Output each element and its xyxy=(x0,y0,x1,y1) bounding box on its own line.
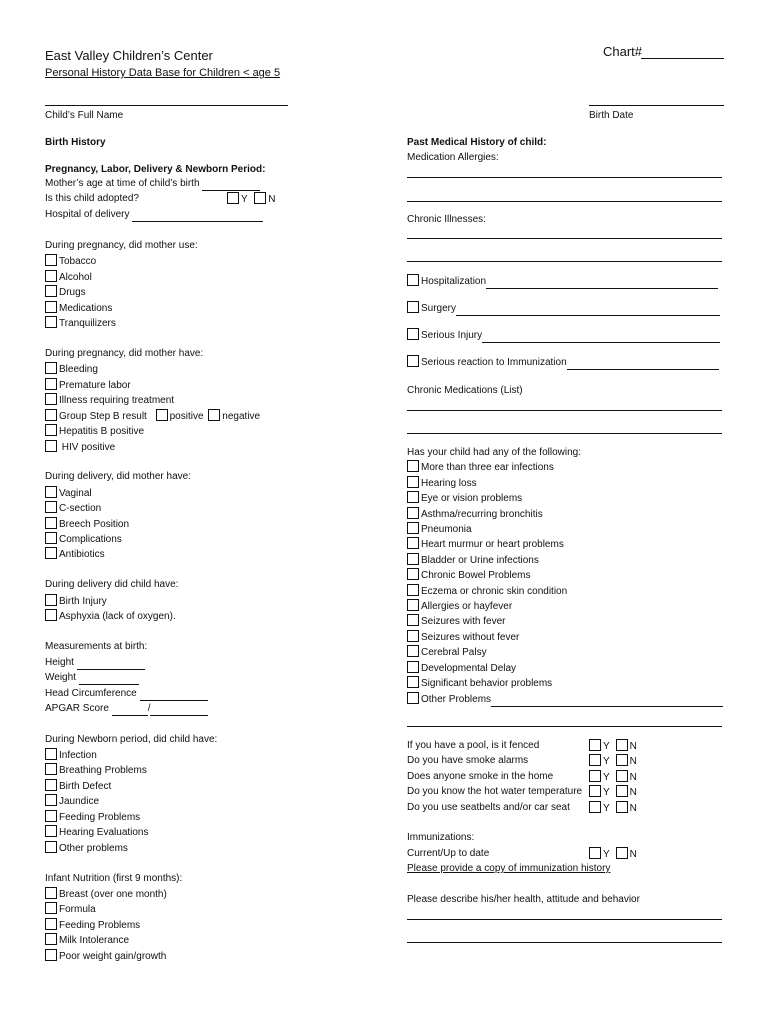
checkbox-item[interactable]: Alcohol xyxy=(45,270,92,285)
checkbox-item[interactable]: Milk Intolerance xyxy=(45,933,129,948)
checkbox[interactable] xyxy=(45,393,57,405)
form-title: Personal History Data Base for Children < age 5 xyxy=(45,67,281,79)
surgery-row: Surgery xyxy=(407,301,720,316)
other-problems-checkbox[interactable] xyxy=(407,692,419,704)
med-allergies-line-1[interactable] xyxy=(407,177,722,178)
checkbox[interactable] xyxy=(45,887,57,899)
chronic-meds-line-2[interactable] xyxy=(407,433,722,434)
apgar-row: APGAR Score / xyxy=(45,702,208,716)
describe-line-1[interactable] xyxy=(407,919,722,920)
mother-age-field[interactable] xyxy=(202,180,260,191)
no-checkbox[interactable] xyxy=(616,847,628,859)
birth-history-heading: Birth History xyxy=(45,137,106,148)
checkbox-item[interactable]: Vaginal xyxy=(45,486,92,501)
checkbox[interactable] xyxy=(45,270,57,282)
yn-group: Y N xyxy=(589,801,637,814)
adopted-row xyxy=(45,192,139,206)
chronic-meds-line-1[interactable] xyxy=(407,410,722,411)
checkbox-item[interactable]: Seizures with fever xyxy=(407,614,505,629)
checkbox[interactable] xyxy=(45,362,57,374)
hospitalization-field[interactable] xyxy=(486,278,718,289)
safety-question: Do you have smoke alarms xyxy=(407,755,529,766)
checkbox-item[interactable]: Premature labor xyxy=(45,378,131,393)
checkbox[interactable] xyxy=(407,676,419,688)
hospital-label: Hospital of delivery xyxy=(45,209,130,220)
mother-use-heading: During pregnancy, did mother use: xyxy=(45,240,198,251)
chronic-meds-label: Chronic Medications (List) xyxy=(407,385,523,396)
checkbox[interactable] xyxy=(45,918,57,930)
checkbox-item[interactable]: Complications xyxy=(45,532,122,547)
checkbox-item[interactable]: Jaundice xyxy=(45,794,99,809)
checkbox[interactable] xyxy=(45,486,57,498)
org-name: East Valley Children’s Center xyxy=(45,48,213,63)
checkbox-item[interactable]: Drugs xyxy=(45,285,86,300)
checkbox-item[interactable]: Illness requiring treatment xyxy=(45,393,174,408)
checkbox-item[interactable]: Allergies or hayfever xyxy=(407,599,512,614)
surgery-checkbox[interactable] xyxy=(407,301,419,313)
delivery-child-heading: During delivery did child have: xyxy=(45,579,179,590)
checkbox[interactable] xyxy=(45,949,57,961)
checkbox-item[interactable]: Breech Position xyxy=(45,517,129,532)
med-allergies-line-2[interactable] xyxy=(407,201,722,202)
yes-checkbox[interactable] xyxy=(589,739,601,751)
describe-line-2[interactable] xyxy=(407,942,722,943)
checkbox[interactable] xyxy=(45,316,57,328)
child-name-label: Child’s Full Name xyxy=(45,110,124,121)
checkbox[interactable] xyxy=(45,902,57,914)
yn-group: Y N xyxy=(589,754,637,767)
checkbox[interactable] xyxy=(45,254,57,266)
no-checkbox[interactable] xyxy=(616,754,628,766)
delivery-mother-heading: During delivery, did mother have: xyxy=(45,471,191,482)
newborn-heading: During Newborn period, did child have: xyxy=(45,734,218,745)
serious-reaction-checkbox[interactable] xyxy=(407,355,419,367)
checkbox[interactable] xyxy=(407,507,419,519)
describe-label: Please describe his/her health, attitude and behavior xyxy=(407,894,640,905)
hospital-field[interactable] xyxy=(132,211,263,222)
no-checkbox[interactable] xyxy=(616,770,628,782)
checkbox[interactable] xyxy=(45,810,57,822)
serious-injury-row: Serious Injury xyxy=(407,328,720,343)
other-problems-row: Other Problems xyxy=(407,692,723,707)
checkbox-item[interactable]: Poor weight gain/growth xyxy=(45,949,166,964)
checkbox-item[interactable]: Eczema or chronic skin condition xyxy=(407,584,567,599)
checkbox[interactable] xyxy=(45,825,57,837)
checkbox[interactable] xyxy=(407,460,419,472)
other-problems-line-2[interactable] xyxy=(407,726,722,727)
no-checkbox[interactable] xyxy=(616,739,628,751)
head-circumference-field[interactable] xyxy=(140,690,208,701)
mother-age-label: Mother’s age at time of child’s birth xyxy=(45,178,200,189)
checkbox-item[interactable]: Pneumonia xyxy=(407,522,472,537)
safety-question: If you have a pool, is it fenced xyxy=(407,740,540,751)
checkbox-item[interactable]: Seizures without fever xyxy=(407,630,519,645)
group-b-checkbox[interactable] xyxy=(45,409,57,421)
checkbox-item[interactable]: HIV positive xyxy=(45,440,115,455)
checkbox[interactable] xyxy=(45,748,57,760)
child-name-field[interactable] xyxy=(45,105,288,106)
chart-number-field[interactable] xyxy=(641,58,724,59)
checkbox[interactable] xyxy=(407,491,419,503)
birth-date-label: Birth Date xyxy=(589,110,634,121)
checkbox-item[interactable]: Heart murmur or heart problems xyxy=(407,537,564,552)
checkbox-item[interactable]: Breast (over one month) xyxy=(45,887,167,902)
checkbox-item[interactable]: Significant behavior problems xyxy=(407,676,552,691)
checkbox-item[interactable]: Cerebral Palsy xyxy=(407,645,487,660)
yn-group: Y N xyxy=(589,785,637,798)
checkbox-item[interactable]: Other problems xyxy=(45,841,128,856)
checkbox-item[interactable]: Tranquilizers xyxy=(45,316,116,331)
checkbox[interactable] xyxy=(45,301,57,313)
serious-injury-checkbox[interactable] xyxy=(407,328,419,340)
checkbox[interactable] xyxy=(407,661,419,673)
checkbox-item[interactable]: C-section xyxy=(45,501,101,516)
no-checkbox[interactable] xyxy=(616,801,628,813)
pregnancy-heading: Pregnancy, Labor, Delivery & Newborn Period: xyxy=(45,164,266,175)
yes-checkbox[interactable] xyxy=(589,754,601,766)
chronic-illnesses-line-1[interactable] xyxy=(407,238,722,239)
current-label: Current/Up to date xyxy=(407,848,490,859)
immunizations-label: Immunizations: xyxy=(407,832,475,843)
height-field[interactable] xyxy=(77,659,145,670)
checkbox[interactable] xyxy=(45,779,57,791)
positive-checkbox[interactable] xyxy=(156,409,168,421)
yes-checkbox[interactable] xyxy=(589,770,601,782)
measurements-heading: Measurements at birth: xyxy=(45,641,148,652)
yes-checkbox[interactable] xyxy=(589,801,601,813)
checkbox-item[interactable]: Hearing Evaluations xyxy=(45,825,149,840)
adopted-yes-checkbox[interactable] xyxy=(227,192,239,204)
pmh-heading: Past Medical History of child: xyxy=(407,137,547,148)
apgar-1-field[interactable] xyxy=(112,705,148,716)
height-row: Height xyxy=(45,656,145,670)
checkbox[interactable] xyxy=(407,568,419,580)
serious-reaction-field[interactable] xyxy=(567,359,719,370)
safety-question: Do you know the hot water temperature xyxy=(407,786,583,797)
checkbox-item[interactable]: Asthma/recurring bronchitis xyxy=(407,507,543,522)
nutrition-heading: Infant Nutrition (first 9 months): xyxy=(45,873,183,884)
checkbox[interactable] xyxy=(45,547,57,559)
checkbox[interactable] xyxy=(45,517,57,529)
adopted-yn: Y N xyxy=(227,192,276,207)
checkbox[interactable] xyxy=(407,522,419,534)
checkbox[interactable] xyxy=(407,614,419,626)
chart-number-label: Chart# xyxy=(603,44,643,59)
checkbox-item[interactable]: More than three ear infections xyxy=(407,460,554,475)
provide-copy-note: Please provide a copy of immunization history xyxy=(407,863,611,874)
checkbox-item[interactable]: Developmental Delay xyxy=(407,661,516,676)
hospitalization-checkbox[interactable] xyxy=(407,274,419,286)
yes-checkbox[interactable] xyxy=(589,847,601,859)
checkbox[interactable] xyxy=(45,285,57,297)
head-row: Head Circumference xyxy=(45,687,208,701)
yn-group: Y N xyxy=(589,739,637,752)
checkbox[interactable] xyxy=(407,584,419,596)
apgar-2-field[interactable] xyxy=(150,705,208,716)
mother-age-row xyxy=(45,177,260,191)
weight-field[interactable] xyxy=(79,674,139,685)
checkbox-item[interactable]: Eye or vision problems xyxy=(407,491,522,506)
hospitalization-row: Hospitalization xyxy=(407,274,718,289)
checkbox-item[interactable]: Hearing loss xyxy=(407,476,477,491)
mother-have-heading: During pregnancy, did mother have: xyxy=(45,348,204,359)
negative-checkbox[interactable] xyxy=(208,409,220,421)
checkbox[interactable] xyxy=(407,645,419,657)
yn-group: Y N xyxy=(589,770,637,783)
group-b-row: Group Step B result positive negative xyxy=(45,409,260,424)
checkbox[interactable] xyxy=(407,630,419,642)
has-child-heading: Has your child had any of the following: xyxy=(407,447,581,458)
checkbox-item[interactable]: Chronic Bowel Problems xyxy=(407,568,531,583)
serious-injury-field[interactable] xyxy=(482,332,720,343)
checkbox[interactable] xyxy=(45,532,57,544)
hospital-row xyxy=(45,208,263,222)
checkbox-item[interactable]: Asphyxia (lack of oxygen). xyxy=(45,609,176,624)
serious-reaction-row: Serious reaction to Immunization xyxy=(407,355,719,370)
checkbox[interactable] xyxy=(407,553,419,565)
med-allergies-label: Medication Allergies: xyxy=(407,152,499,163)
birth-date-field[interactable] xyxy=(589,105,724,106)
checkbox-item[interactable]: Antibiotics xyxy=(45,547,105,562)
checkbox[interactable] xyxy=(407,599,419,611)
checkbox-item[interactable]: Feeding Problems xyxy=(45,810,140,825)
adopted-label: Is this child adopted? xyxy=(45,193,139,204)
other-problems-field[interactable] xyxy=(491,696,723,707)
checkbox-item[interactable]: Bladder or Urine infections xyxy=(407,553,539,568)
checkbox-item[interactable]: Bleeding xyxy=(45,362,98,377)
no-checkbox[interactable] xyxy=(616,785,628,797)
checkbox[interactable] xyxy=(45,933,57,945)
immunization-yn-group: Y N xyxy=(589,847,637,860)
checkbox-item[interactable]: Hepatitis B positive xyxy=(45,424,144,439)
safety-question: Does anyone smoke in the home xyxy=(407,771,554,782)
yes-checkbox[interactable] xyxy=(589,785,601,797)
checkbox[interactable] xyxy=(45,440,57,452)
checkbox[interactable] xyxy=(45,594,57,606)
weight-row: Weight xyxy=(45,671,139,685)
checkbox[interactable] xyxy=(45,424,57,436)
checkbox[interactable] xyxy=(45,841,57,853)
chronic-illnesses-label: Chronic Illnesses: xyxy=(407,214,486,225)
adopted-no-checkbox[interactable] xyxy=(254,192,266,204)
checkbox-item[interactable]: Feeding Problems xyxy=(45,918,140,933)
checkbox[interactable] xyxy=(45,609,57,621)
checkbox[interactable] xyxy=(407,537,419,549)
checkbox[interactable] xyxy=(45,763,57,775)
safety-question: Do you use seatbelts and/or car seat xyxy=(407,802,570,813)
checkbox-item[interactable]: Medications xyxy=(45,301,112,316)
checkbox[interactable] xyxy=(45,378,57,390)
checkbox-item[interactable]: Birth Defect xyxy=(45,779,111,794)
checkbox-item[interactable]: Infection xyxy=(45,748,97,763)
checkbox[interactable] xyxy=(45,501,57,513)
checkbox-item[interactable]: Breathing Problems xyxy=(45,763,147,778)
checkbox-item[interactable]: Tobacco xyxy=(45,254,96,269)
chronic-illnesses-line-2[interactable] xyxy=(407,261,722,262)
checkbox-item[interactable]: Formula xyxy=(45,902,96,917)
checkbox[interactable] xyxy=(45,794,57,806)
surgery-field[interactable] xyxy=(456,305,720,316)
checkbox-item[interactable]: Birth Injury xyxy=(45,594,107,609)
checkbox[interactable] xyxy=(407,476,419,488)
